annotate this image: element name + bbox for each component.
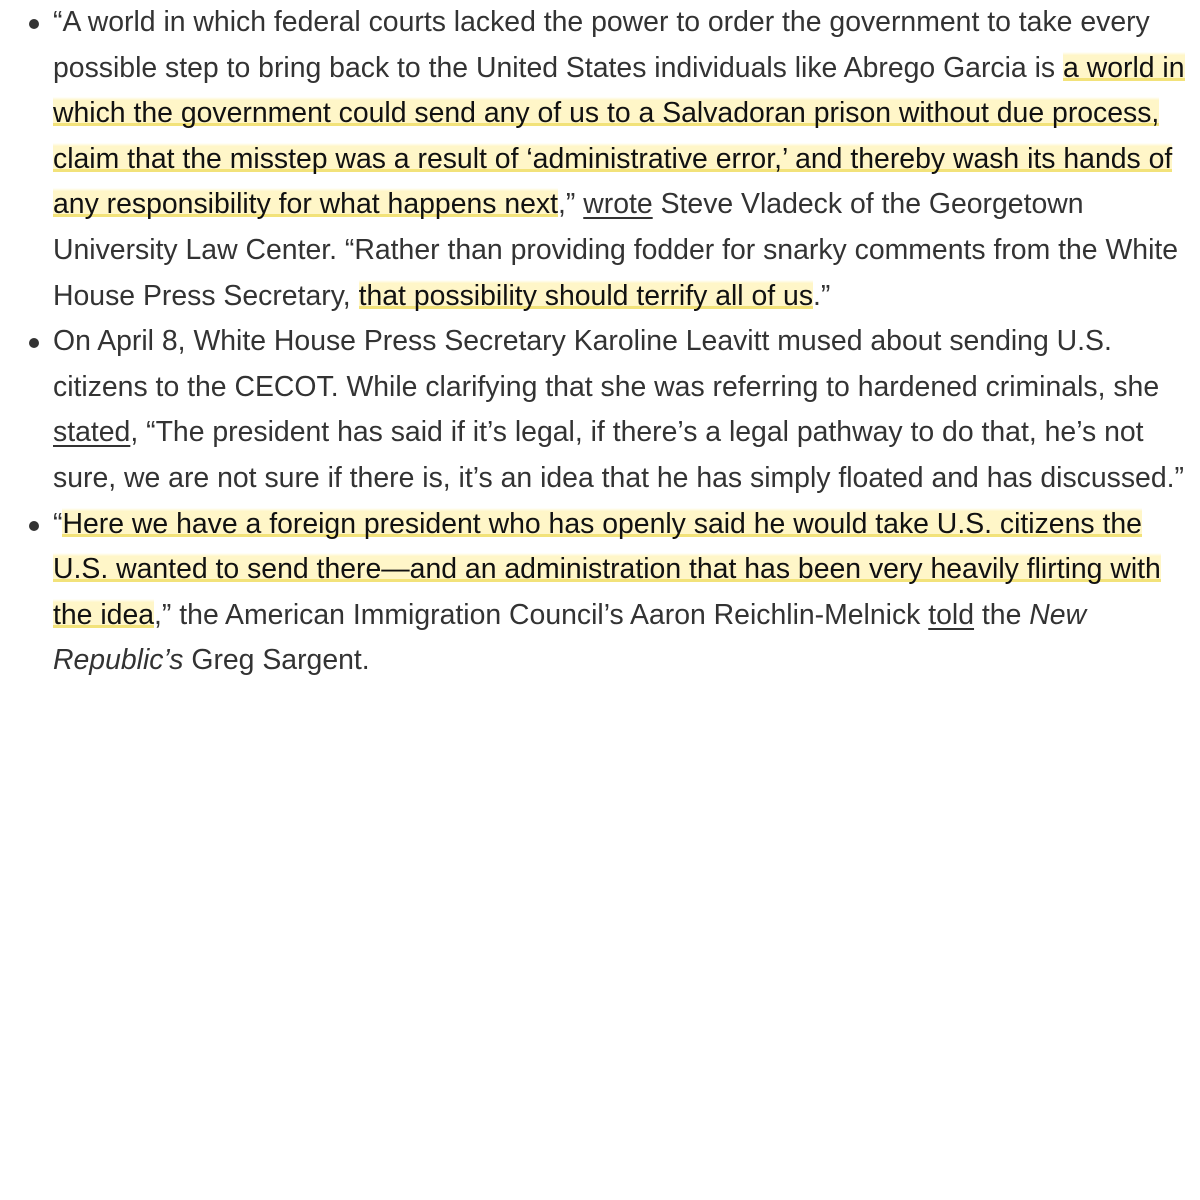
- bullet-dot-icon: [29, 19, 39, 29]
- bullet-item-vladeck-quote: [53, 0, 1188, 319]
- quote-text: ,” the American Immigration Council’s Aaron Reichlin-Melnick: [154, 598, 929, 631]
- quote-text: .”: [813, 279, 831, 312]
- highlighted-text: Here we have a foreign president who has openly said he would take U.S. citizens the U.S. wanted to send there—and an administration that has been very heavily flirting with the idea: [53, 507, 1161, 631]
- quote-text: the: [974, 598, 1030, 631]
- publication-name: New Republic’s: [53, 598, 1087, 677]
- quote-text: Steve Vladeck of the Georgetown University Law Center. “Rather than providing fodder for snarky comments from the White House Press Secretary,: [53, 188, 1179, 312]
- quote-text: Greg Sargent.: [183, 644, 370, 677]
- quote-text: ,”: [558, 188, 584, 221]
- statement-text: , “The president has said if it’s legal, if there’s a legal pathway to do that, he’s not sure, we are not sure if there is, it’s an idea that he has simply floated and has discussed.”: [53, 416, 1184, 494]
- wrote-link[interactable]: wrote: [583, 188, 653, 221]
- quote-text: “A world in which federal courts lacked the power to order the government to take every possible step to bring back to the United States individuals like Abrego Garcia is: [53, 6, 1150, 84]
- bullet-item-leavitt-statement: [53, 319, 1188, 501]
- told-link[interactable]: told: [928, 598, 975, 631]
- bullet-dot-icon: [29, 521, 39, 531]
- bullet-dot-icon: [29, 338, 39, 348]
- quote-text: “: [53, 507, 63, 540]
- highlighted-text: a world in which the government could send any of us to a Salvadoran prison without due process, claim that the misstep was a result of ‘administrative error,’ and thereby wash its hands of any responsibility for what happens next: [53, 51, 1185, 221]
- highlighted-text: that possibility should terrify all of us: [358, 279, 814, 312]
- stated-link[interactable]: stated: [53, 416, 131, 449]
- bullet-item-reichlin-melnick-quote: [53, 502, 1188, 684]
- statement-text: On April 8, White House Press Secretary Karoline Leavitt mused about sending U.S. citizens to the CECOT. While clarifying that she was referring to hardened criminals, she: [53, 325, 1160, 403]
